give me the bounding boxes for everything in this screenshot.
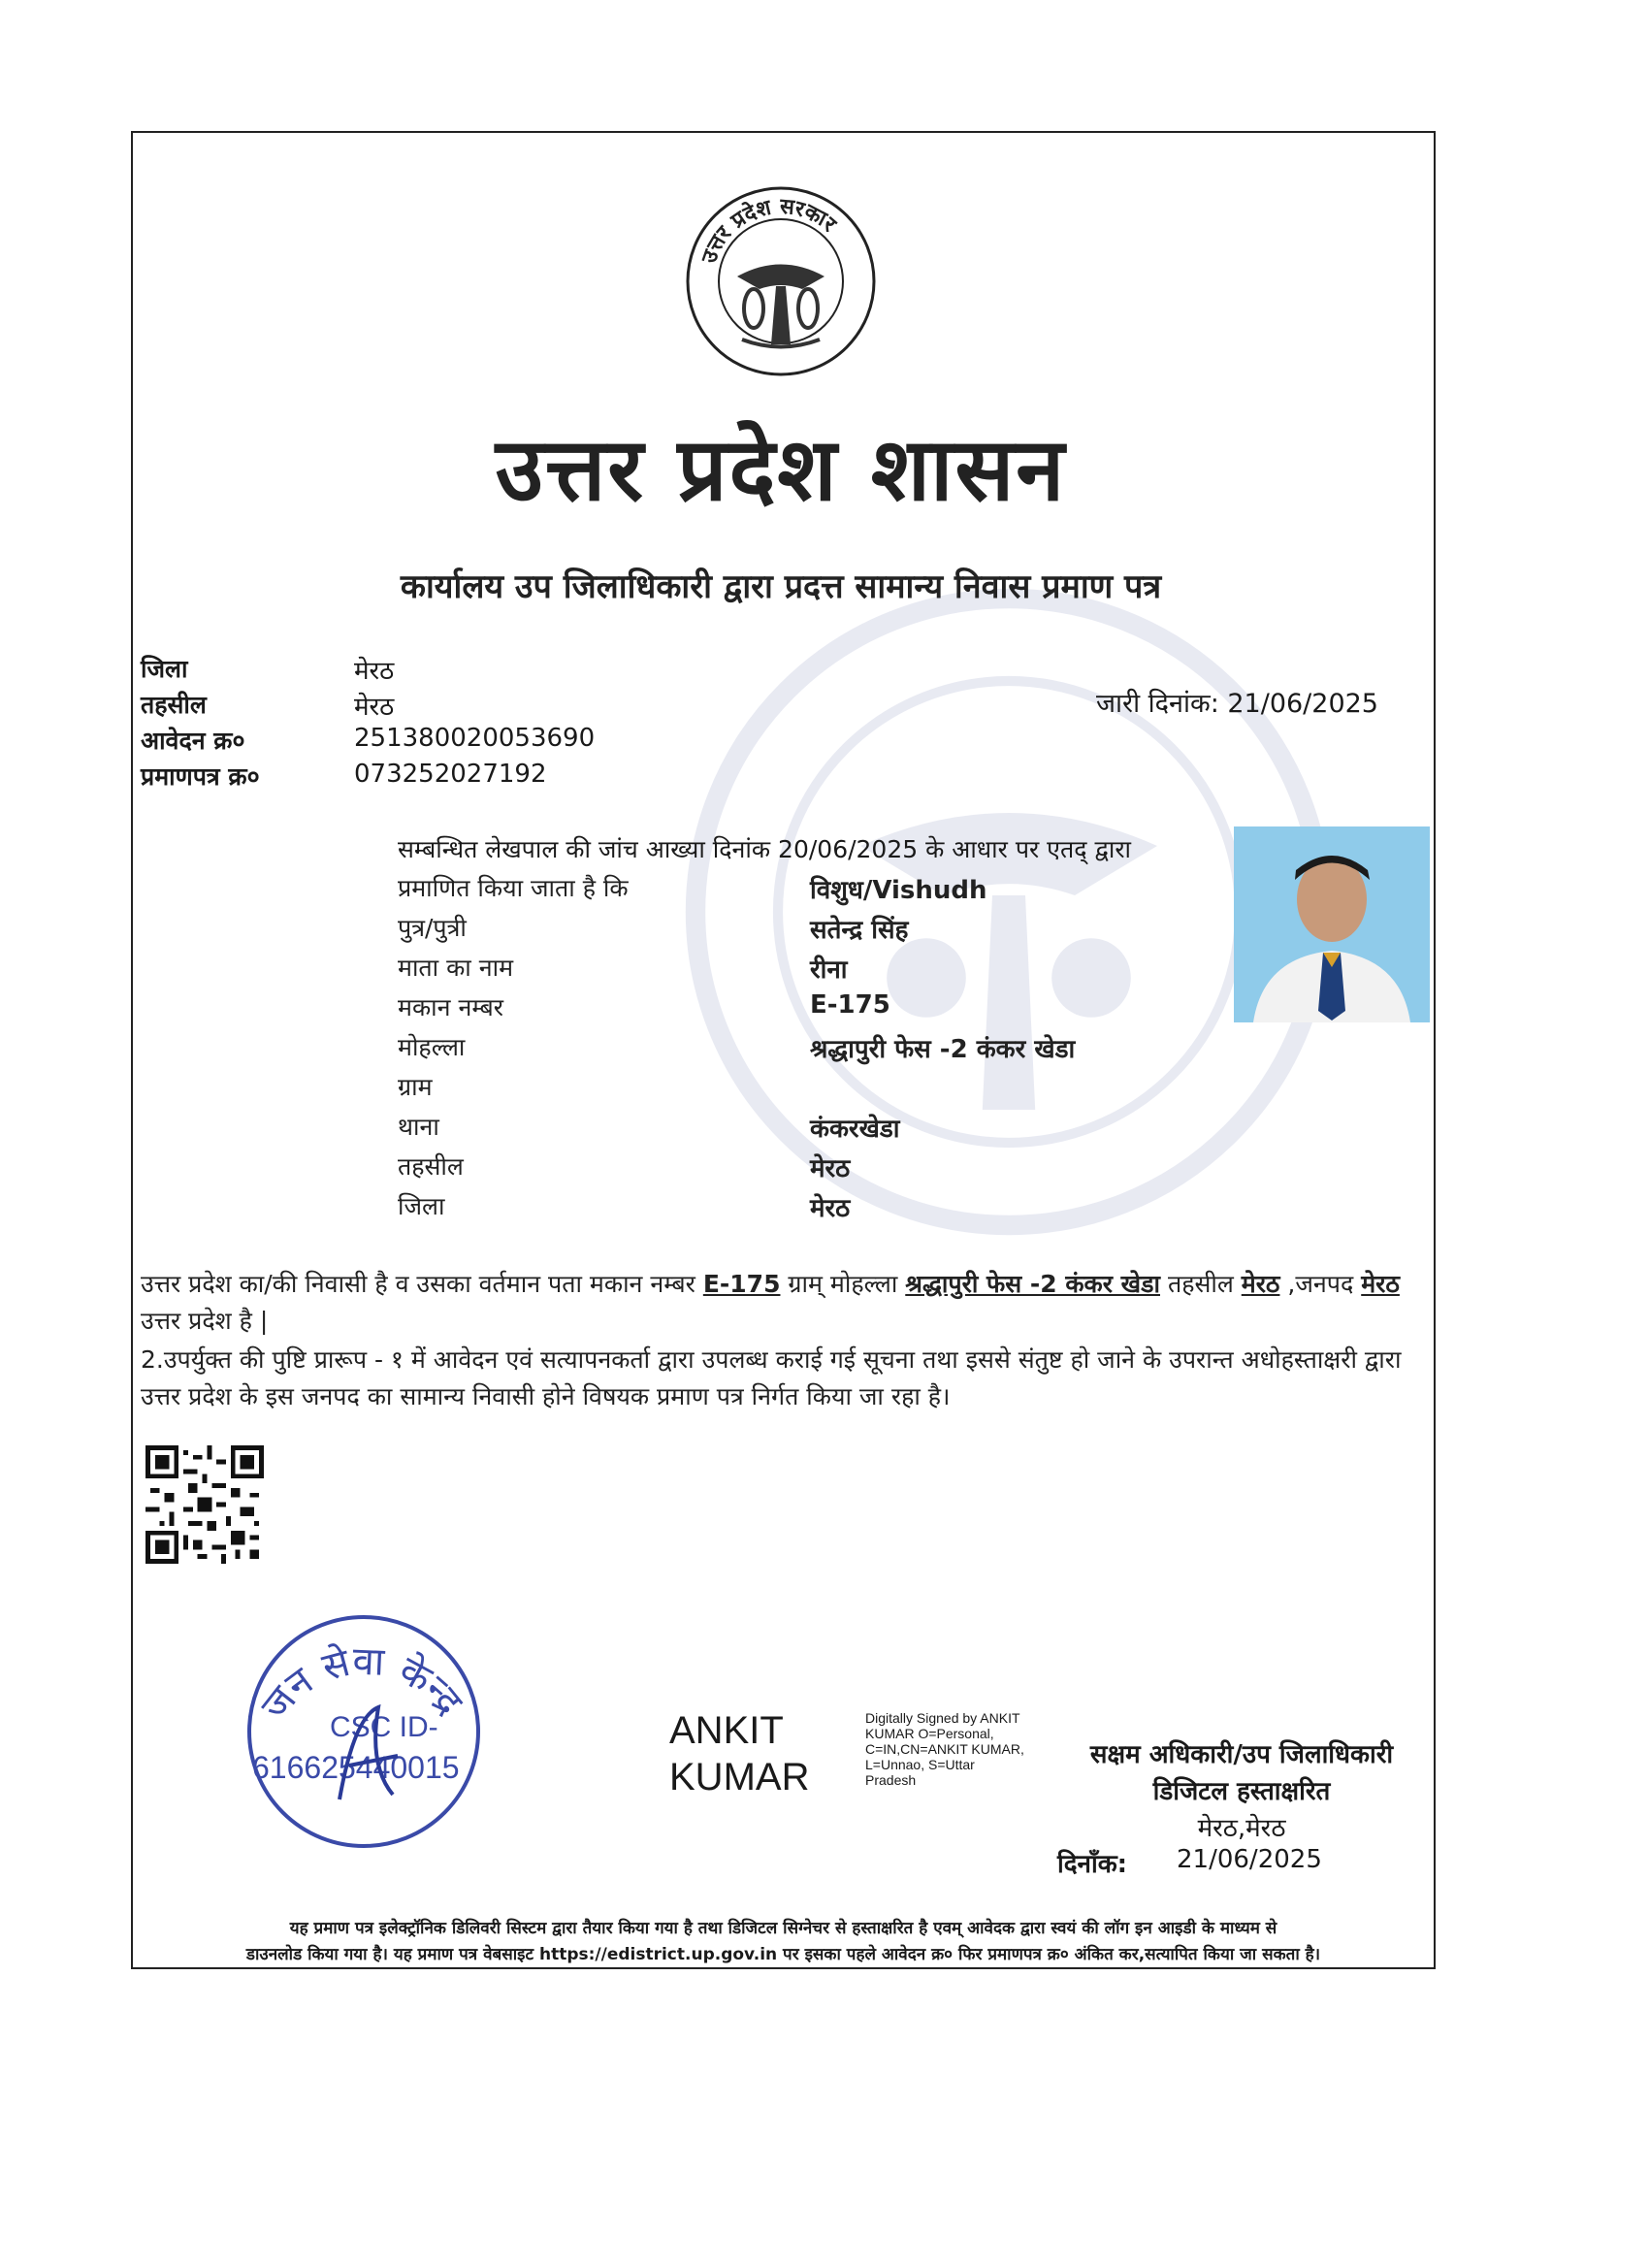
sign-date-label: दिनाँक: [1057, 1850, 1128, 1879]
certificate-subtitle: कार्यालय उप जिलाधिकारी द्वारा प्रदत्त सामान्य निवास प्रमाण पत्र [400, 567, 1162, 606]
officer-block [1067, 1736, 1416, 1847]
row-value-mother: रीना [810, 956, 848, 985]
para1-mohalla: श्रद्धापुरी फेस -2 कंकर खेडा [905, 1270, 1160, 1298]
applicant-photo [1234, 826, 1430, 1022]
row-value-district: मेरठ [810, 1194, 851, 1223]
officer-location: मेरठ,मेरठ [1197, 1814, 1286, 1843]
officer-digital-signed: डिजिटल हस्ताक्षरित [1152, 1777, 1331, 1806]
dsig-line-4: L=Unnao, S=Uttar [865, 1757, 975, 1772]
detail-label-district: जिला [141, 655, 188, 683]
footer-line-1: यह प्रमाण पत्र इलेक्ट्रॉनिक डिलिवरी सिस्टम द्वारा तैयार किया गया है तथा डिजिटल सिग्नेचर से हस्ताक्षरित है एवम् आवेदक द्वारा स्वयं की लॉग इन आइडी के माध्यम से [289, 1919, 1277, 1938]
detail-label-application-no: आवेदन क्र० [141, 727, 245, 755]
digital-signature-details [865, 1710, 1059, 1788]
svg-text:CSC ID-: CSC ID- [330, 1711, 438, 1743]
para1-text-2: ग्राम् मोहल्ला [780, 1270, 906, 1298]
confirmation-paragraph: 2.उपर्युक्त की पुष्टि प्रारूप - १ में आवेदन एवं सत्यापनकर्ता द्वारा उपलब्ध कराई गई सूचना तथा इससे संतुष्ट हो जाने के उपरान्त अधोहस्ताक्षरी द्वारा उत्तर प्रदेश के इस जनपद का सामान्य निवासी होने विषयक प्रमाण पत्र निर्गत किया जा रहा है। [141, 1345, 1402, 1410]
para1-text-3: तहसील [1160, 1270, 1242, 1298]
csc-rubber-stamp [233, 1601, 495, 1863]
qr-code [146, 1445, 264, 1564]
para1-text-5: उत्तर प्रदेश है | [141, 1307, 269, 1335]
row-value-tehsil: मेरठ [810, 1154, 851, 1183]
officer-designation: सक्षम अधिकारी/उप जिलाधिकारी [1089, 1740, 1394, 1769]
detail-value-district: मेरठ [354, 657, 395, 686]
detail-value-tehsil: मेरठ [354, 693, 395, 722]
issue-date: जारी दिनांक: 21/06/2025 [1096, 689, 1378, 719]
detail-label-tehsil: तहसील [141, 691, 207, 719]
detail-value-certificate-no: 073252027192 [354, 760, 547, 789]
row-label-certified: प्रमाणित किया जाता है कि [398, 874, 629, 902]
dsig-line-1: Digitally Signed by ANKIT [865, 1710, 1020, 1726]
dsig-line-2: KUMAR O=Personal, [865, 1726, 994, 1741]
svg-text:जन सेवा केन्द्र: जन सेवा केन्द्र [252, 1638, 471, 1729]
row-value-police-station: कंकरखेडा [810, 1115, 900, 1144]
page-title: उत्तर प्रदेश शासन [495, 418, 1067, 521]
signer-name [669, 1707, 809, 1800]
row-label-tehsil: तहसील [398, 1152, 464, 1181]
para1-district: मेरठ [1361, 1270, 1400, 1298]
signer-name-line2: KUMAR [669, 1756, 810, 1798]
row-label-mohalla: मोहल्ला [398, 1033, 466, 1061]
row-label-house-no: मकान नम्बर [398, 993, 503, 1021]
sign-date-value: 21/06/2025 [1177, 1845, 1322, 1874]
detail-value-application-no: 251380020053690 [354, 724, 596, 753]
residence-paragraph [141, 1266, 1402, 1340]
row-label-mother: माता का नाम [398, 954, 514, 982]
svg-text:616625440015: 616625440015 [252, 1750, 460, 1785]
para1-text-4: ,जनपद [1279, 1270, 1362, 1298]
row-label-district: जिला [398, 1192, 445, 1220]
svg-text:उत्तर प्रदेश सरकार: उत्तर प्रदेश सरकार [697, 194, 841, 267]
detail-label-certificate-no: प्रमाणपत्र क्र० [141, 762, 260, 791]
row-value-house-no: E-175 [810, 990, 890, 1020]
footer-note [160, 1916, 1406, 1968]
footer-line-2: डाउनलोड किया गया है। यह प्रमाण पत्र वेबसाइट https://edistrict.up.gov.in पर इसका पहले आवेदन क्र० फिर प्रमाणपत्र क्र० अंकित कर,सत्यापित किया जा सकता है। [245, 1945, 1321, 1964]
signer-name-line1: ANKIT [669, 1709, 784, 1752]
para1-text-1: उत्तर प्रदेश का/की निवासी है व उसका वर्तमान पता मकान नम्बर [141, 1270, 703, 1298]
row-label-village: ग्राम [398, 1073, 433, 1101]
row-value-mohalla: श्रद्धापुरी फेस -2 कंकर खेडा [810, 1035, 1076, 1064]
up-government-emblem-icon [684, 184, 878, 378]
row-value-name: विशुध/Vishudh [810, 876, 987, 905]
dsig-line-3: C=IN,CN=ANKIT KUMAR, [865, 1741, 1024, 1757]
intro-line: सम्बन्धित लेखपाल की जांच आख्या दिनांक 20/06/2025 के आधार पर एतद् द्वारा [398, 835, 1132, 863]
row-label-police-station: थाना [398, 1113, 439, 1141]
row-value-father: सतेन्द्र सिंह [810, 916, 909, 945]
dsig-line-5: Pradesh [865, 1772, 917, 1788]
para1-house-no: E-175 [702, 1270, 781, 1298]
para1-tehsil: मेरठ [1241, 1270, 1280, 1298]
row-label-child-of: पुत्र/पुत्री [398, 914, 467, 942]
